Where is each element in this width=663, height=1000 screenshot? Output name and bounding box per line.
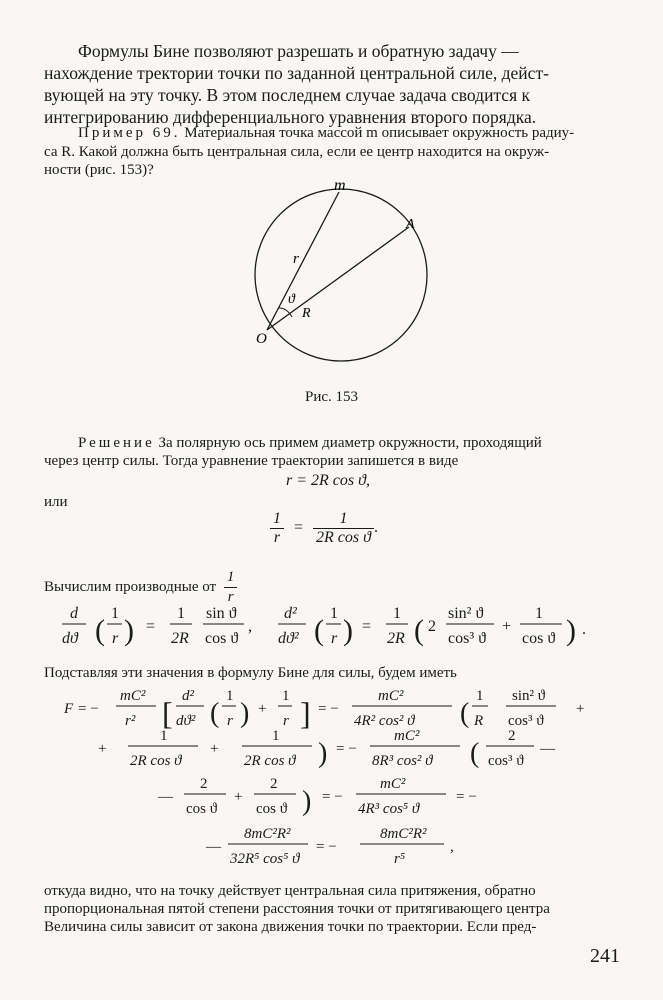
svg-text:(: ( bbox=[95, 614, 105, 647]
svg-text:cos ϑ: cos ϑ bbox=[256, 801, 288, 817]
intro-line-3: вующей на эту точку. В этом последнем случае задача сводится к bbox=[44, 85, 531, 105]
svg-text:= −: = − bbox=[78, 701, 99, 717]
derivatives-formula bbox=[44, 596, 604, 656]
conclusion-line-3: Величина силы зависит от закона движения точки по траектории. Если пред- bbox=[44, 919, 537, 935]
conclusion-line-2: пропорциональная пятой степени расстояния точки от притягивающего центра bbox=[44, 901, 550, 917]
svg-text:1: 1 bbox=[272, 728, 280, 744]
svg-text:1: 1 bbox=[393, 605, 401, 622]
svg-text:mC²: mC² bbox=[378, 688, 404, 704]
svg-text:dϑ²: dϑ² bbox=[176, 713, 196, 729]
svg-text:+: + bbox=[502, 618, 512, 635]
label-o: O bbox=[256, 331, 267, 347]
svg-text:r: r bbox=[283, 713, 289, 729]
svg-text:—: — bbox=[206, 839, 221, 855]
svg-text:2R: 2R bbox=[387, 630, 405, 647]
solution-line-2: через центр силы. Тогда уравнение траектории запишется в виде bbox=[44, 453, 459, 469]
svg-text:8mC²R²: 8mC²R² bbox=[380, 826, 427, 842]
svg-text:1: 1 bbox=[111, 605, 119, 622]
svg-text:+: + bbox=[576, 701, 585, 717]
svg-text:r: r bbox=[227, 713, 233, 729]
svg-text:[: [ bbox=[162, 695, 173, 731]
label-big-r: R bbox=[302, 306, 311, 321]
svg-text:d²: d² bbox=[182, 688, 194, 704]
svg-text:1: 1 bbox=[226, 688, 234, 704]
intro-line-2: нахождение тректории точки по заданной центральной силе, дейст- bbox=[44, 63, 549, 83]
svg-text:): ) bbox=[124, 614, 134, 647]
svg-text:(: ( bbox=[314, 614, 324, 647]
svg-text:1: 1 bbox=[282, 688, 290, 704]
svg-text:—: — bbox=[158, 789, 173, 805]
svg-text:.: . bbox=[582, 621, 586, 638]
svg-text:2R cos ϑ: 2R cos ϑ bbox=[244, 753, 296, 769]
example-label: Пример 69. bbox=[78, 125, 181, 141]
svg-text:2: 2 bbox=[428, 618, 436, 635]
svg-text:]: ] bbox=[300, 695, 311, 731]
svg-text:): ) bbox=[302, 786, 312, 817]
svg-text:R: R bbox=[474, 713, 484, 729]
force-formula bbox=[44, 680, 624, 880]
svg-text:= −: = − bbox=[316, 839, 337, 855]
svg-text:(: ( bbox=[470, 738, 480, 769]
svg-text:=: = bbox=[146, 618, 156, 635]
svg-text:sin² ϑ: sin² ϑ bbox=[448, 605, 484, 622]
svg-text:32R⁵ cos⁵ ϑ: 32R⁵ cos⁵ ϑ bbox=[230, 851, 300, 867]
svg-text:cos ϑ: cos ϑ bbox=[186, 801, 218, 817]
svg-text:= −: = − bbox=[322, 789, 343, 805]
svg-text:dϑ: dϑ bbox=[62, 630, 78, 647]
svg-text:2: 2 bbox=[508, 728, 516, 744]
trajectory-equation: r = 2R cos ϑ, bbox=[286, 472, 370, 489]
svg-text:,: , bbox=[450, 839, 454, 855]
or-word: или bbox=[44, 494, 68, 510]
svg-text:): ) bbox=[318, 738, 328, 769]
svg-text:4R³ cos⁵ ϑ: 4R³ cos⁵ ϑ bbox=[358, 801, 420, 817]
svg-text:8mC²R²: 8mC²R² bbox=[244, 826, 291, 842]
svg-text:d: d bbox=[70, 605, 78, 622]
svg-text:2: 2 bbox=[200, 776, 208, 792]
compute-text: Вычислим производные от bbox=[44, 578, 217, 595]
svg-text:(: ( bbox=[210, 698, 220, 729]
example-line-2: са R. Какой должна быть центральная сила, если ее центр находится на окруж- bbox=[44, 144, 550, 160]
svg-text:1: 1 bbox=[535, 605, 543, 622]
svg-text:cos³ ϑ: cos³ ϑ bbox=[488, 753, 524, 769]
label-r: r bbox=[293, 251, 299, 267]
example-line-1 bbox=[44, 124, 626, 143]
svg-text:r⁵: r⁵ bbox=[394, 851, 406, 867]
svg-text:—: — bbox=[540, 741, 555, 757]
compute-fraction: $\frac{1}{r}$ bbox=[224, 568, 238, 607]
svg-text:+: + bbox=[210, 741, 219, 757]
svg-text:): ) bbox=[240, 698, 250, 729]
svg-text:sin² ϑ: sin² ϑ bbox=[512, 688, 546, 704]
svg-text:dϑ²: dϑ² bbox=[278, 630, 299, 647]
intro-line-1: Формулы Бине позволяют разрешать и обратную задачу — bbox=[78, 41, 519, 61]
solution-line-1-text: За полярную ось примем диаметр окружности, проходящий bbox=[158, 435, 542, 451]
figure-caption: Рис. 153 bbox=[304, 389, 359, 405]
svg-text:1: 1 bbox=[330, 605, 338, 622]
page-number: 241 bbox=[590, 945, 620, 967]
svg-text:,: , bbox=[248, 618, 252, 635]
svg-text:r²: r² bbox=[125, 713, 136, 729]
example-line-1-text: Материальная точка массой m описывает окружность радиу- bbox=[184, 125, 575, 141]
svg-text:cos³ ϑ: cos³ ϑ bbox=[508, 713, 544, 729]
svg-text:mC²: mC² bbox=[120, 688, 146, 704]
svg-text:(: ( bbox=[460, 698, 470, 729]
solution-label: Решение bbox=[78, 435, 155, 451]
svg-text:+: + bbox=[234, 789, 243, 805]
svg-text:F: F bbox=[64, 701, 74, 717]
substitution-line: Подставляя эти значения в формулу Бине для силы, будем иметь bbox=[44, 665, 457, 681]
svg-text:): ) bbox=[343, 614, 353, 647]
svg-text:= −: = − bbox=[456, 789, 477, 805]
svg-text:cos ϑ: cos ϑ bbox=[205, 630, 239, 647]
reciprocal-right-fraction: $\frac{1}{\text{2R cos ϑ}}$ bbox=[313, 510, 374, 547]
svg-text:sin ϑ: sin ϑ bbox=[206, 605, 237, 622]
svg-text:2: 2 bbox=[270, 776, 278, 792]
reciprocal-left-fraction: $\frac{1}{r}$ bbox=[270, 510, 284, 547]
intro-line-4: интегрированию дифференциального уравнения второго порядка. bbox=[44, 107, 537, 127]
svg-text:1: 1 bbox=[160, 728, 168, 744]
svg-text:r: r bbox=[112, 630, 119, 647]
svg-text:(: ( bbox=[414, 614, 424, 647]
example-line-3: ности (рис. 153)? bbox=[44, 162, 154, 178]
svg-text:cos ϑ: cos ϑ bbox=[522, 630, 556, 647]
svg-text:8R³ cos² ϑ: 8R³ cos² ϑ bbox=[372, 753, 433, 769]
svg-text:mC²: mC² bbox=[380, 776, 406, 792]
svg-text:d²: d² bbox=[284, 605, 297, 622]
label-theta: ϑ bbox=[288, 292, 295, 307]
svg-text:=: = bbox=[362, 618, 372, 635]
svg-text:= −: = − bbox=[336, 741, 357, 757]
solution-line-1 bbox=[44, 434, 626, 453]
svg-text:1: 1 bbox=[476, 688, 484, 704]
reciprocal-equation: $\frac{1}{r}$ = $\frac{1}{\text{2R cos ϑ}}$ . bbox=[270, 510, 378, 547]
label-m: m bbox=[334, 177, 346, 194]
svg-text:mC²: mC² bbox=[394, 728, 420, 744]
svg-text:r: r bbox=[331, 630, 338, 647]
svg-text:4R² cos² ϑ: 4R² cos² ϑ bbox=[354, 713, 415, 729]
svg-text:cos³ ϑ: cos³ ϑ bbox=[448, 630, 487, 647]
trajectory-circle bbox=[255, 189, 427, 361]
svg-text:+: + bbox=[258, 701, 267, 717]
figure-circle-diagram bbox=[230, 170, 450, 390]
svg-text:+: + bbox=[98, 741, 107, 757]
label-a: A bbox=[406, 217, 415, 232]
diameter-line bbox=[267, 227, 409, 330]
svg-text:2R cos ϑ: 2R cos ϑ bbox=[130, 753, 182, 769]
svg-text:): ) bbox=[566, 614, 576, 647]
conclusion-line-1: откуда видно, что на точку действует центральная сила притяжения, обратно bbox=[44, 883, 536, 899]
svg-text:2R: 2R bbox=[171, 630, 189, 647]
svg-text:= −: = − bbox=[318, 701, 339, 717]
svg-text:1: 1 bbox=[177, 605, 185, 622]
